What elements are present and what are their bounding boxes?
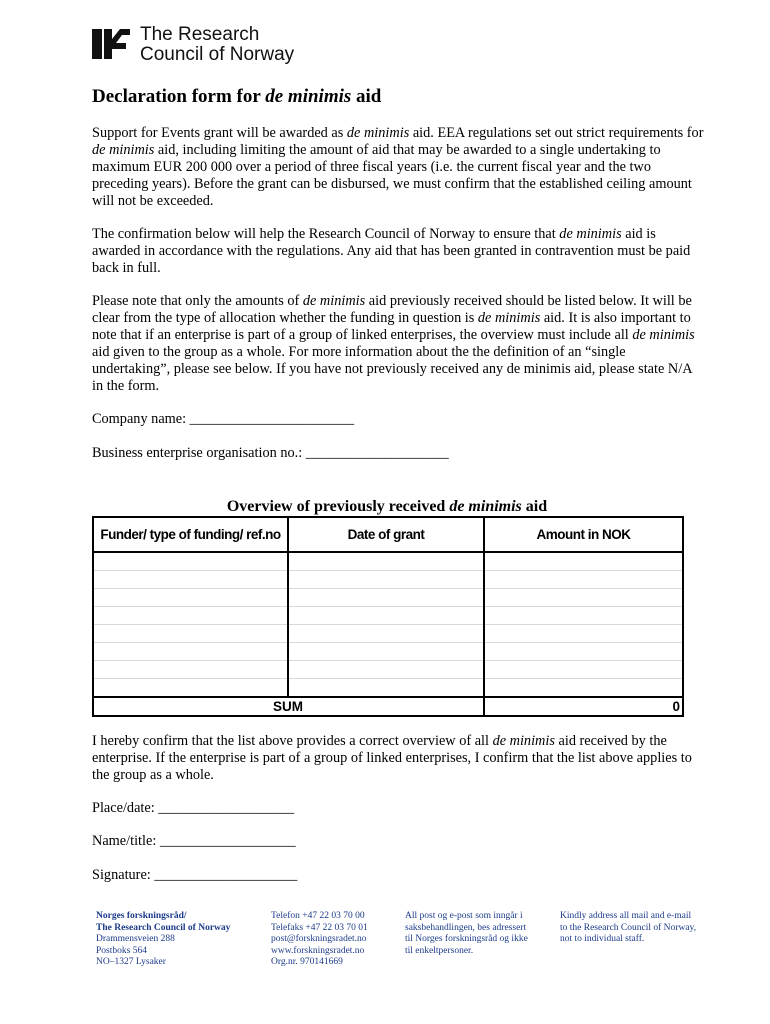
cell-date[interactable] bbox=[288, 643, 484, 661]
signature-field[interactable]: Signature: ____________________ bbox=[92, 867, 298, 883]
header-funder: Funder/ type of funding/ ref.no bbox=[93, 517, 288, 552]
cell-funder[interactable] bbox=[93, 571, 288, 589]
cell-funder[interactable] bbox=[93, 679, 288, 698]
table-row[interactable] bbox=[93, 661, 683, 679]
cell-date[interactable] bbox=[288, 679, 484, 698]
footer-note-english: Kindly address all mail and e-mail to the Research Council of Norway, not to individual staff. bbox=[560, 911, 697, 944]
cell-funder[interactable] bbox=[93, 643, 288, 661]
header-date: Date of grant bbox=[288, 517, 484, 552]
logo-text bbox=[140, 25, 294, 65]
note-paragraph: Please note that only the amounts of de minimis aid previously received should be listed below. It will be clear from the type of allocation whether the funding in question is de minimis aid. It is also important to note that if an enterprise is part of a group of linked enterprises, the overview must include all de minimis aid given to the group as a whole. For more information about the the definition of an “single undertaking”, please see below. If you have not previously received any de minimis aid, please state N/A in the form. bbox=[92, 293, 695, 394]
sum-row bbox=[93, 697, 683, 716]
footer-address: Norges forskningsråd/ The Research Council of Norway Drammensveien 288 Postboks 564 NO–1327 Lysaker bbox=[96, 911, 231, 967]
cell-amount[interactable] bbox=[484, 625, 683, 643]
cell-amount[interactable] bbox=[484, 643, 683, 661]
logo-line-1: The Research bbox=[140, 24, 260, 45]
cell-amount[interactable] bbox=[484, 679, 683, 698]
cell-amount[interactable] bbox=[484, 571, 683, 589]
table-row[interactable] bbox=[93, 571, 683, 589]
name-title-field[interactable]: Name/title: ___________________ bbox=[92, 833, 296, 849]
company-name-field[interactable]: Company name: _______________________ bbox=[92, 411, 355, 427]
footer-note-norwegian: All post og e-post som inngår i saksbehandlingen, bes adressert til Norges forskningsråd og ikke til enkeltpersoner. bbox=[405, 911, 528, 956]
cell-date[interactable] bbox=[288, 589, 484, 607]
cell-date[interactable] bbox=[288, 607, 484, 625]
cell-date[interactable] bbox=[288, 661, 484, 679]
cell-funder[interactable] bbox=[93, 607, 288, 625]
table-row[interactable] bbox=[93, 643, 683, 661]
rcn-logo-mark-icon bbox=[92, 25, 130, 63]
logo-line-2: Council of Norway bbox=[140, 44, 295, 65]
organisation-number-field[interactable]: Business enterprise organisation no.: ____________________ bbox=[92, 445, 449, 461]
place-date-field[interactable]: Place/date: ___________________ bbox=[92, 800, 295, 816]
cell-amount[interactable] bbox=[484, 552, 683, 571]
sum-label: SUM bbox=[93, 697, 484, 716]
table-row[interactable] bbox=[93, 607, 683, 625]
cell-amount[interactable] bbox=[484, 589, 683, 607]
table-row[interactable] bbox=[93, 589, 683, 607]
cell-amount[interactable] bbox=[484, 661, 683, 679]
table-row[interactable] bbox=[93, 552, 683, 571]
rcn-logo bbox=[92, 25, 294, 65]
cell-funder[interactable] bbox=[93, 661, 288, 679]
cell-funder[interactable] bbox=[93, 552, 288, 571]
intro-paragraph: Support for Events grant will be awarded as de minimis aid. EEA regulations set out strict requirements for de minimis aid, including limiting the amount of aid that may be awarded to a single undertaking to maximum EUR 200 000 over a period of three fiscal years (i.e. the current fiscal year and the two preceding years). Before the grant can be disbursed, we must confirm that the established ceiling amount will not be exceeded. bbox=[92, 125, 704, 209]
confirmation-paragraph: The confirmation below will help the Research Council of Norway to ensure that de minimis aid is awarded in accordance with the regulations. Any aid that has been granted in contravention must be paid back in full. bbox=[92, 226, 691, 276]
confirm-statement: I hereby confirm that the list above provides a correct overview of all de minimis aid received by the enterprise. If the enterprise is part of a group of linked enterprises, I confirm that the list above applies to the group as a whole. bbox=[92, 733, 692, 783]
table-row[interactable] bbox=[93, 625, 683, 643]
page-title: Declaration form for de minimis aid bbox=[92, 86, 382, 107]
table-row[interactable] bbox=[93, 679, 683, 698]
sum-value: 0 bbox=[484, 697, 683, 716]
cell-amount[interactable] bbox=[484, 607, 683, 625]
aid-overview-table bbox=[92, 516, 684, 717]
footer-contact: Telefon +47 22 03 70 00 Telefaks +47 22 03 70 01 post@forskningsradet.no www.forskningsradet.no Org.nr. 970141669 bbox=[271, 911, 368, 967]
cell-date[interactable] bbox=[288, 625, 484, 643]
cell-funder[interactable] bbox=[93, 589, 288, 607]
header-amount: Amount in NOK bbox=[484, 517, 683, 552]
cell-funder[interactable] bbox=[93, 625, 288, 643]
table-title: Overview of previously received de minimis aid bbox=[226, 498, 548, 515]
cell-date[interactable] bbox=[288, 571, 484, 589]
table-header-row bbox=[93, 517, 683, 552]
cell-date[interactable] bbox=[288, 552, 484, 571]
